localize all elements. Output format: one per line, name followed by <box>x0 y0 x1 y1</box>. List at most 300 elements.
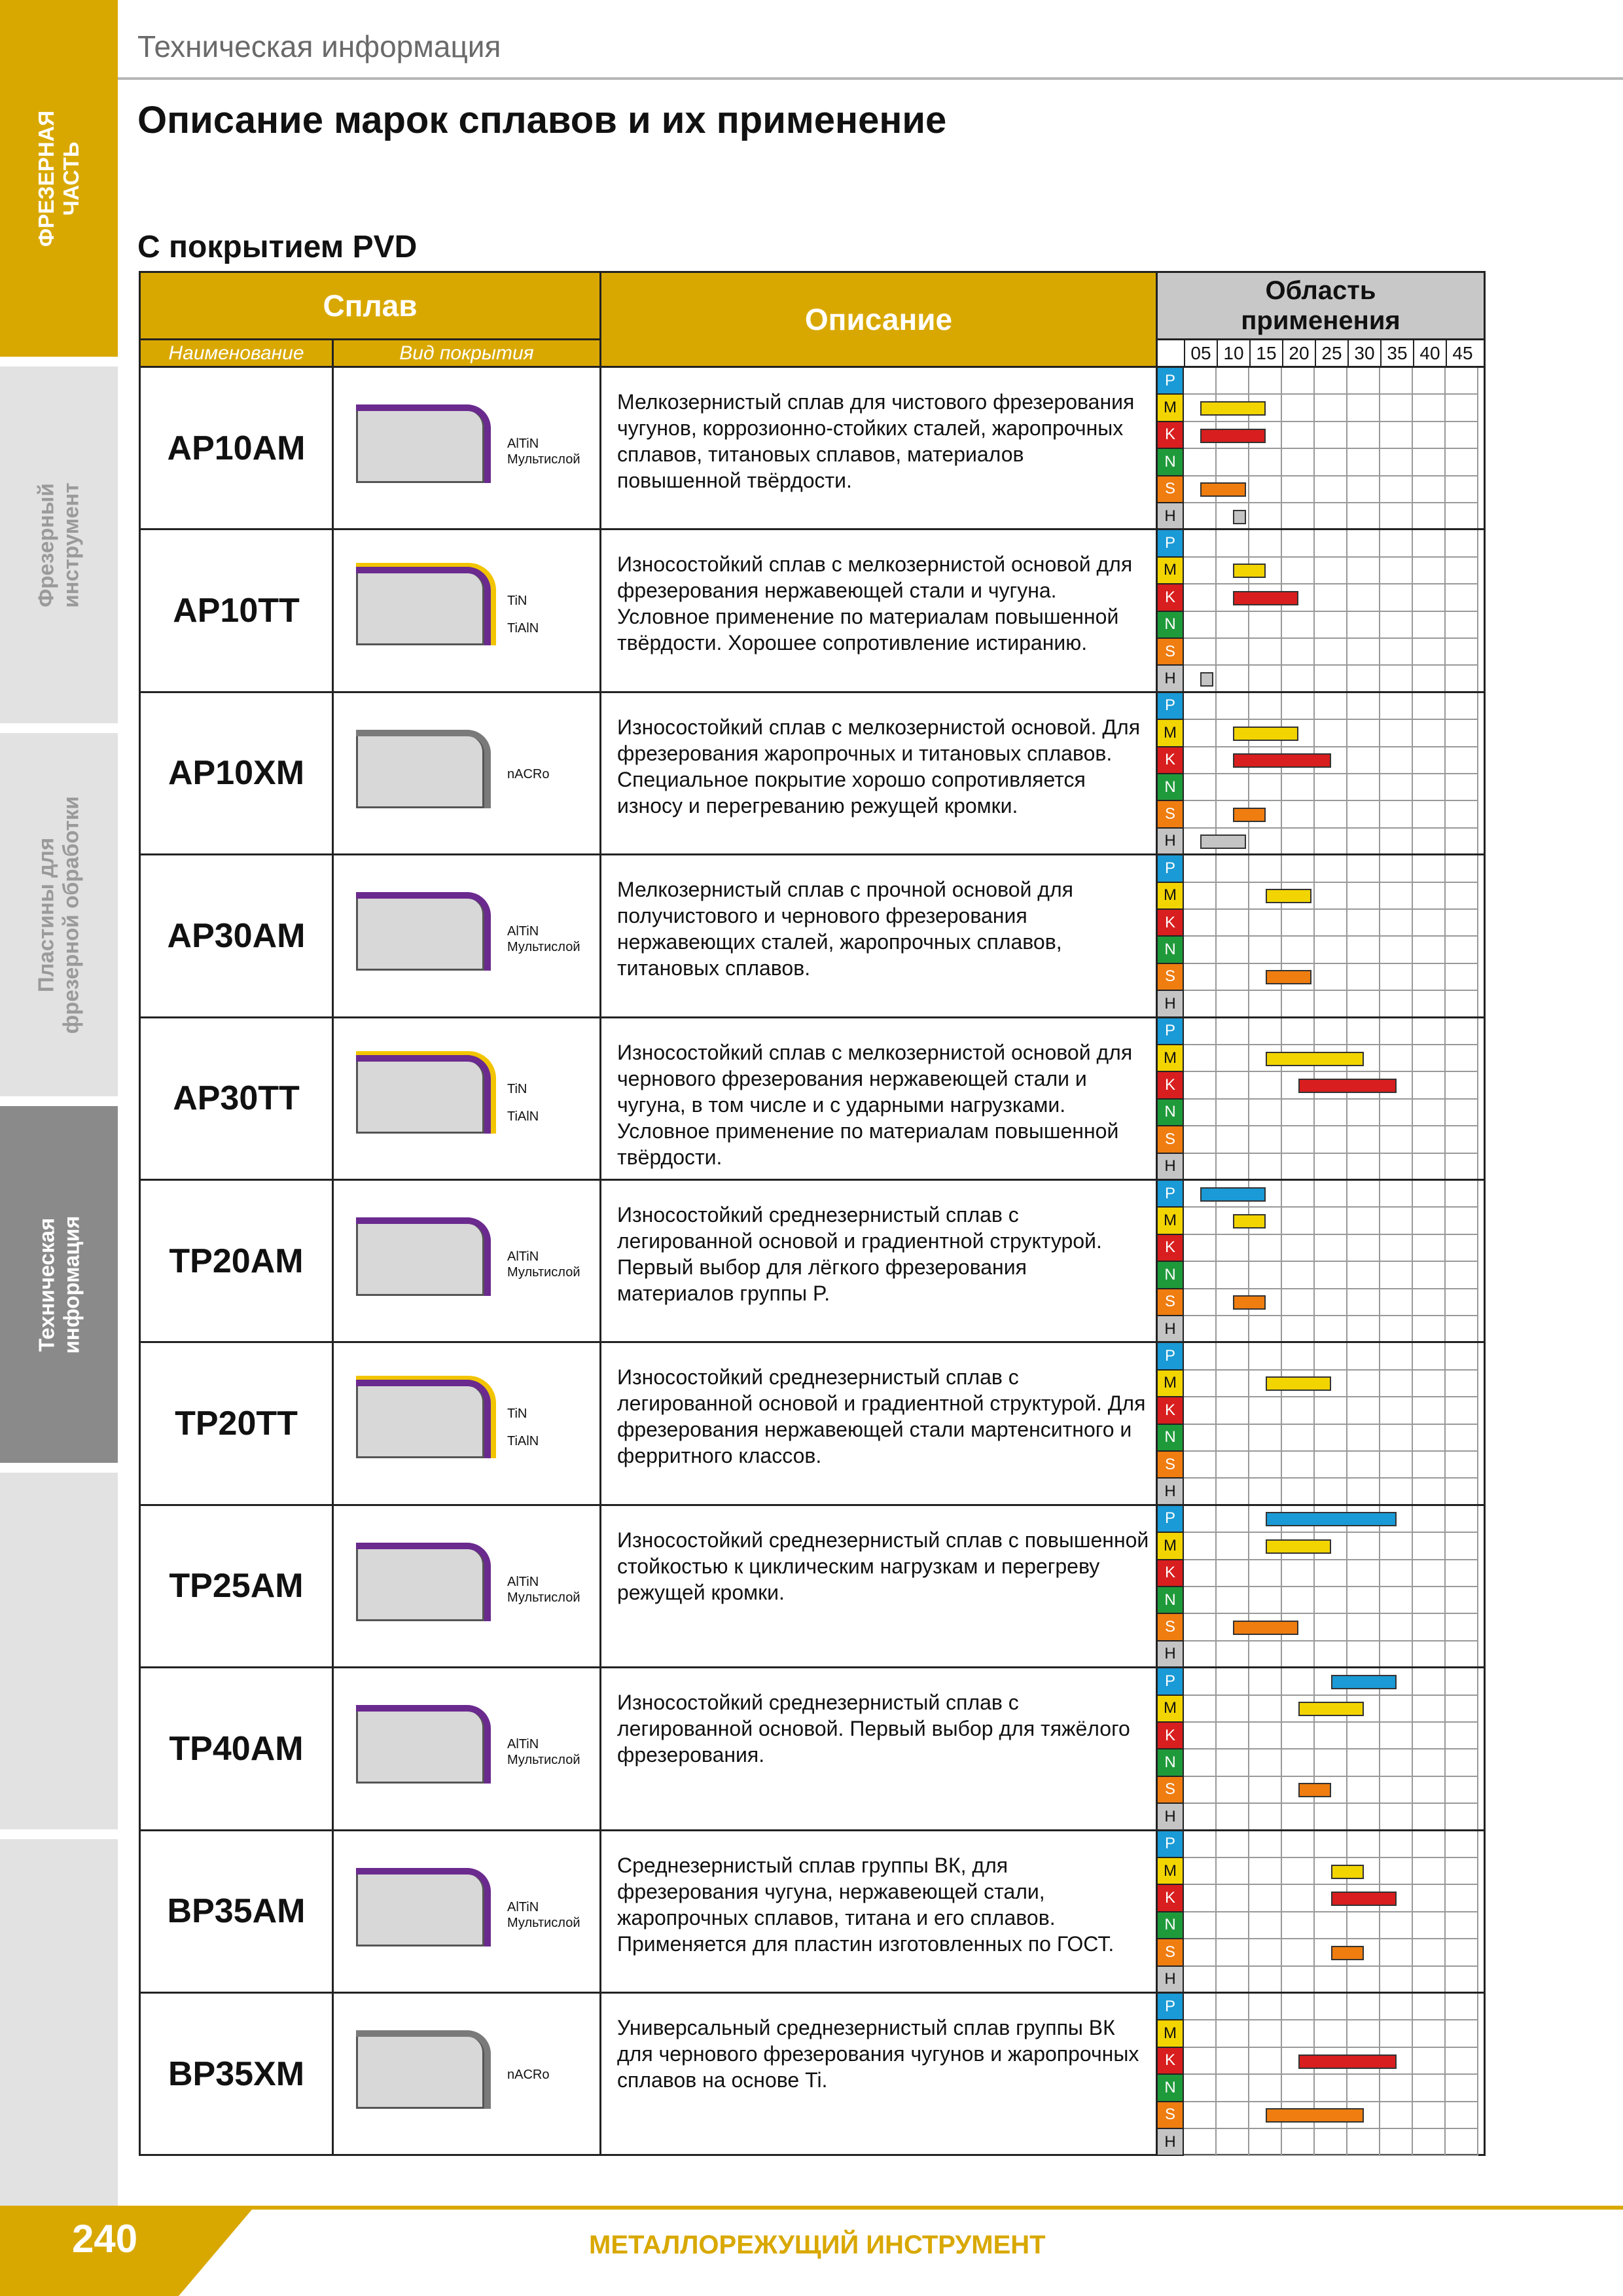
grid-cell <box>1217 639 1249 666</box>
grid-cell <box>1184 1235 1217 1262</box>
grid-cell <box>1315 1208 1347 1234</box>
material-code: M <box>1158 395 1184 422</box>
grid-cell <box>1184 1316 1217 1343</box>
grid-cell <box>1446 2048 1478 2075</box>
grid-cell <box>1249 666 1282 692</box>
coating-label: TiAlN <box>507 621 539 636</box>
grid-cell <box>1217 2129 1249 2156</box>
grid-cell <box>1446 1100 1478 1126</box>
grid-cell <box>1184 530 1217 557</box>
material-code: K <box>1158 584 1184 611</box>
grid-cell <box>1315 1967 1347 1994</box>
grid-cell <box>1315 1912 1347 1939</box>
grid-cell <box>1413 1289 1446 1316</box>
grid-cell <box>1446 1967 1478 1994</box>
coating-cell <box>334 1668 601 1829</box>
material-code: S <box>1158 1614 1184 1641</box>
grid-cell <box>1184 937 1217 963</box>
grid-cell <box>1315 476 1347 503</box>
material-code: K <box>1158 910 1184 937</box>
grid-cell <box>1184 1696 1217 1723</box>
grid-cell <box>1315 666 1347 692</box>
grid-cell <box>1315 1154 1347 1181</box>
grid-cell <box>1184 1479 1217 1505</box>
table-subtitle: С покрытием PVD <box>137 230 418 264</box>
grid-cell <box>1217 2048 1249 2075</box>
grid-cell <box>1315 1614 1347 1641</box>
grid-cell <box>1315 801 1347 828</box>
grid-cell <box>1249 1154 1282 1181</box>
grid-cell <box>1380 666 1413 692</box>
grid-cell <box>1184 639 1217 666</box>
sidebar-tab-1[interactable] <box>0 367 118 723</box>
grid-cell <box>1315 1425 1347 1452</box>
coating-cell <box>334 693 601 853</box>
grid-cell <box>1184 1343 1217 1370</box>
grid-cell <box>1249 2020 1282 2047</box>
grid-cell <box>1282 530 1315 557</box>
grid-cell <box>1446 1749 1478 1776</box>
coating-layer-icon <box>356 1217 491 1296</box>
grid-cell <box>1446 1316 1478 1343</box>
grid-cell <box>1347 530 1380 557</box>
grid-cell <box>1184 1452 1217 1479</box>
grid-cell <box>1413 476 1446 503</box>
grid-cell <box>1347 1316 1380 1343</box>
grid-cell <box>1347 720 1380 747</box>
application-grid <box>1158 855 1484 1016</box>
material-code: S <box>1158 964 1184 991</box>
grid-cell <box>1347 503 1380 530</box>
range-bar-P <box>1331 1675 1397 1689</box>
material-code: P <box>1158 1343 1184 1370</box>
grid-cell <box>1446 530 1478 557</box>
material-code: P <box>1158 855 1184 882</box>
range-bar-M <box>1233 1214 1266 1229</box>
coating-label: Мультислой <box>507 1590 580 1605</box>
coating-layer-icon <box>356 1380 491 1458</box>
grid-cell <box>1315 612 1347 639</box>
page-title: Описание марок сплавов и их применение <box>137 99 947 141</box>
grid-cell <box>1282 395 1315 422</box>
sidebar-tab-3[interactable] <box>0 1106 118 1463</box>
coating-layer-icon <box>356 404 491 483</box>
grid-cell <box>1446 829 1478 855</box>
material-code: M <box>1158 883 1184 910</box>
grid-cell <box>1413 1912 1446 1939</box>
grid-cell <box>1347 1560 1380 1587</box>
grid-cell <box>1249 1587 1282 1614</box>
grid-cell <box>1184 1371 1217 1397</box>
grid-cell <box>1446 964 1478 991</box>
grid-cell <box>1413 801 1446 828</box>
grid-cell <box>1446 1425 1478 1452</box>
coating-label: AlTiN <box>507 1249 539 1264</box>
coating-label: Мультислой <box>507 1915 580 1930</box>
grid-cell <box>1282 1397 1315 1424</box>
grid-cell <box>1446 883 1478 910</box>
grid-cell <box>1315 774 1347 801</box>
scale-tick: 40 <box>1413 340 1446 366</box>
coating-cell <box>334 1831 601 1992</box>
material-code: M <box>1158 720 1184 747</box>
range-bar-P <box>1200 1187 1266 1202</box>
coating-label: TiAlN <box>507 1109 539 1124</box>
grid-cell <box>1413 720 1446 747</box>
alloy-description: Износостойкий среднезернистый сплав с повышенной стойкостью к циклическим нагрузкам и перегреву режущей кромки. <box>601 1506 1158 1666</box>
grid-cell <box>1282 1587 1315 1614</box>
grid-cell <box>1217 1072 1249 1099</box>
material-code: S <box>1158 1777 1184 1804</box>
grid-cell <box>1282 449 1315 476</box>
grid-cell <box>1380 1831 1413 1858</box>
grid-cell <box>1347 1126 1380 1153</box>
grid-cell <box>1380 2020 1413 2047</box>
grid-cell <box>1413 855 1446 882</box>
grid-cell <box>1184 1939 1217 1966</box>
application-grid <box>1158 1831 1484 1992</box>
material-code: N <box>1158 2075 1184 2102</box>
sidebar-tab-0[interactable] <box>0 0 118 357</box>
alloy-description: Мелкозернистый сплав для чистового фрезерования чугунов, коррозионно-стойких сталей, жаропрочных сплавов, титановых сплавов, материалов повышенной твёрдости. <box>601 368 1158 528</box>
grid-cell <box>1282 639 1315 666</box>
grid-cell <box>1282 829 1315 855</box>
grid-cell <box>1282 612 1315 639</box>
grid-cell <box>1380 1126 1413 1153</box>
scale-row <box>1158 338 1484 366</box>
alloy-description: Износостойкий среднезернистый сплав с легированной основой и градиентной структурой. Для фрезерования нержавеющей стали мартенситного и ферритного классов. <box>601 1343 1158 1503</box>
grid-cell <box>1380 1777 1413 1804</box>
grid-cell <box>1413 612 1446 639</box>
coating-label: AlTiN <box>507 437 539 451</box>
grid-cell <box>1217 1723 1249 1749</box>
header-coating: Вид покрытия <box>334 338 601 366</box>
grid-cell <box>1413 774 1446 801</box>
material-code: H <box>1158 829 1184 855</box>
grid-cell <box>1217 1425 1249 1452</box>
range-bar-H <box>1233 510 1246 524</box>
grid-cell <box>1446 1154 1478 1181</box>
grid-cell <box>1282 1939 1315 1966</box>
grid-cell <box>1315 1343 1347 1370</box>
grid-cell <box>1446 1533 1478 1560</box>
grid-cell <box>1184 2129 1217 2156</box>
grid-cell <box>1315 2129 1347 2156</box>
grid-cell <box>1413 1397 1446 1424</box>
grid-cell <box>1184 503 1217 530</box>
grid-cell <box>1184 1749 1217 1776</box>
grid-cell <box>1380 1994 1413 2020</box>
grid-cell <box>1217 1967 1249 1994</box>
alloy-description: Износостойкий сплав с мелкозернистой основой. Для фрезерования жаропрочных и титановых сплавов. Специальное покрытие хорошо сопротивляется износу и перегреванию режущей кромки. <box>601 693 1158 853</box>
range-bar-S <box>1298 1783 1331 1797</box>
grid-cell <box>1446 855 1478 882</box>
grid-cell <box>1217 1858 1249 1885</box>
table-row <box>141 1179 1484 1341</box>
sidebar <box>0 0 118 2296</box>
grid-cell <box>1413 1100 1446 1126</box>
grid-cell <box>1413 1696 1446 1723</box>
grid-cell <box>1446 1262 1478 1289</box>
grid-cell <box>1347 991 1380 1018</box>
grid-cell <box>1315 1289 1347 1316</box>
material-code: P <box>1158 1506 1184 1533</box>
alloy-description: Мелкозернистый сплав с прочной основой для получистового и чернового фрезерования нержавеющих сталей, жаропрочных сплавов, титановых сплавов. <box>601 855 1158 1016</box>
grid-cell <box>1249 1100 1282 1126</box>
grid-cell <box>1217 1262 1249 1289</box>
grid-cell <box>1347 2020 1380 2047</box>
alloy-description: Износостойкий сплав с мелкозернистой основой для чернового фрезерования нержавеющей стали и чугуна, в том числе и с ударными нагрузками. Условное применение по материалам повышенной твёрдости. <box>601 1018 1158 1179</box>
grid-cell <box>1282 801 1315 828</box>
table-row <box>141 366 1484 528</box>
grid-cell <box>1217 1100 1249 1126</box>
material-code: K <box>1158 1235 1184 1262</box>
grid-cell <box>1413 964 1446 991</box>
grid-cell <box>1446 1289 1478 1316</box>
grid-cell <box>1249 774 1282 801</box>
material-code: S <box>1158 1126 1184 1153</box>
grid-cell <box>1347 584 1380 611</box>
grid-cell <box>1217 1777 1249 1804</box>
grid-cell <box>1413 1452 1446 1479</box>
coating-layer-icon <box>356 1055 491 1134</box>
grid-cell <box>1282 1885 1315 1912</box>
grid-cell <box>1413 2129 1446 2156</box>
grid-cell <box>1217 1045 1249 1072</box>
grid-cell <box>1413 1343 1446 1370</box>
material-code: K <box>1158 1885 1184 1912</box>
grid-cell <box>1184 449 1217 476</box>
grid-cell <box>1380 639 1413 666</box>
coating-layer-icon <box>356 2030 491 2109</box>
sidebar-tab-label: Пластины для фрезерной обработки <box>34 795 83 1034</box>
material-code: H <box>1158 1154 1184 1181</box>
grid-cell <box>1413 503 1446 530</box>
grid-cell <box>1249 1749 1282 1776</box>
grid-cell <box>1315 1316 1347 1343</box>
grid-cell <box>1347 829 1380 855</box>
grid-cell <box>1315 1723 1347 1749</box>
grid-cell <box>1413 1181 1446 1208</box>
grid-cell <box>1413 693 1446 720</box>
grid-cell <box>1347 1804 1380 1831</box>
grid-cell <box>1413 883 1446 910</box>
grid-cell <box>1413 1939 1446 1966</box>
material-code: P <box>1158 1668 1184 1695</box>
grid-cell <box>1282 1018 1315 1045</box>
page-number: 240 <box>72 2217 138 2261</box>
range-bar-M <box>1266 1052 1364 1066</box>
grid-cell <box>1217 883 1249 910</box>
grid-cell <box>1446 612 1478 639</box>
grid-cell <box>1446 1831 1478 1858</box>
scale-tick: 25 <box>1315 340 1347 366</box>
grid-cell <box>1282 1208 1315 1234</box>
grid-cell <box>1315 883 1347 910</box>
grid-cell <box>1315 1018 1347 1045</box>
grid-cell <box>1446 1045 1478 1072</box>
grid-cell <box>1380 1912 1413 1939</box>
grid-cell <box>1446 1939 1478 1966</box>
range-bar-S <box>1331 1946 1364 1960</box>
alloy-name: TP20TT <box>141 1343 334 1503</box>
range-bar-M <box>1233 564 1266 578</box>
grid-cell <box>1446 666 1478 692</box>
grid-cell <box>1315 639 1347 666</box>
grid-cell <box>1380 937 1413 963</box>
grid-cell <box>1184 1533 1217 1560</box>
grid-cell <box>1413 1560 1446 1587</box>
grid-cell <box>1282 937 1315 963</box>
sidebar-tab-2[interactable] <box>0 733 118 1096</box>
material-code: S <box>1158 476 1184 503</box>
grid-cell <box>1347 1371 1380 1397</box>
grid-cell <box>1315 1181 1347 1208</box>
grid-cell <box>1217 1994 1249 2020</box>
grid-cell <box>1184 1506 1217 1533</box>
grid-cell <box>1249 449 1282 476</box>
grid-cell <box>1380 1749 1413 1776</box>
grid-cell <box>1347 1749 1380 1776</box>
grid-cell <box>1446 1696 1478 1723</box>
alloy-name: BP35AM <box>141 1831 334 1992</box>
grid-cell <box>1380 1560 1413 1587</box>
grid-cell <box>1184 1885 1217 1912</box>
grid-cell <box>1184 1397 1217 1424</box>
grid-cell <box>1315 584 1347 611</box>
grid-cell <box>1446 1126 1478 1153</box>
coating-layer-icon <box>356 1705 491 1784</box>
grid-cell <box>1282 910 1315 937</box>
grid-cell <box>1217 2102 1249 2129</box>
material-code: H <box>1158 666 1184 692</box>
grid-cell <box>1380 1723 1413 1749</box>
material-code: H <box>1158 503 1184 530</box>
grid-cell <box>1347 855 1380 882</box>
grid-cell <box>1249 2048 1282 2075</box>
grid-cell <box>1184 2020 1217 2047</box>
grid-cell <box>1315 1235 1347 1262</box>
grid-cell <box>1217 368 1249 395</box>
grid-cell <box>1413 1018 1446 1045</box>
grid-cell <box>1347 639 1380 666</box>
range-bar-S <box>1266 970 1311 984</box>
material-code: H <box>1158 1641 1184 1668</box>
grid-cell <box>1446 1614 1478 1641</box>
grid-cell <box>1446 1181 1478 1208</box>
table-row <box>141 691 1484 853</box>
grid-cell <box>1380 422 1413 449</box>
range-bar-K <box>1331 1892 1397 1906</box>
alloy-name: AP30TT <box>141 1018 334 1179</box>
coating-cell <box>334 1181 601 1341</box>
grid-cell <box>1217 1912 1249 1939</box>
material-code: M <box>1158 1533 1184 1560</box>
grid-cell <box>1446 937 1478 963</box>
grid-cell <box>1413 1262 1446 1289</box>
grid-cell <box>1315 910 1347 937</box>
grid-cell <box>1282 1668 1315 1695</box>
sidebar-tab-4[interactable] <box>0 1473 118 1829</box>
grid-cell <box>1347 1181 1380 1208</box>
grid-cell <box>1413 639 1446 666</box>
table-row <box>141 1666 1484 1829</box>
grid-cell <box>1347 1777 1380 1804</box>
grid-cell <box>1446 747 1478 774</box>
grid-cell <box>1315 1641 1347 1668</box>
grid-cell <box>1413 1804 1446 1831</box>
grid-cell <box>1347 801 1380 828</box>
grid-cell <box>1217 449 1249 476</box>
coating-label: Мультислой <box>507 940 580 955</box>
grid-cell <box>1446 991 1478 1018</box>
grid-cell <box>1446 1371 1478 1397</box>
grid-cell <box>1315 855 1347 882</box>
grid-cell <box>1446 1587 1478 1614</box>
grid-cell <box>1413 1072 1446 1099</box>
grid-cell <box>1315 558 1347 584</box>
grid-cell <box>1184 1912 1217 1939</box>
grid-cell <box>1184 1967 1217 1994</box>
grid-cell <box>1347 1831 1380 1858</box>
grid-cell <box>1249 1343 1282 1370</box>
material-code: N <box>1158 449 1184 476</box>
material-code: H <box>1158 1967 1184 1994</box>
grid-cell <box>1217 1587 1249 1614</box>
grid-cell <box>1249 1316 1282 1343</box>
grid-cell <box>1282 1100 1315 1126</box>
table-row <box>141 528 1484 691</box>
grid-cell <box>1413 1425 1446 1452</box>
grid-cell <box>1282 1181 1315 1208</box>
grid-cell <box>1380 883 1413 910</box>
grid-cell <box>1413 2048 1446 2075</box>
grid-cell <box>1413 1316 1446 1343</box>
material-code: N <box>1158 774 1184 801</box>
grid-cell <box>1347 1208 1380 1234</box>
range-bar-S <box>1233 1621 1298 1635</box>
grid-cell <box>1446 1072 1478 1099</box>
alloy-description: Универсальный среднезернистый сплав группы ВК для чернового фрезерования чугунов и жаропрочных сплавов на основе Ti. <box>601 1994 1158 2154</box>
material-code: H <box>1158 1316 1184 1343</box>
material-code: K <box>1158 422 1184 449</box>
grid-cell <box>1184 1045 1217 1072</box>
grid-cell <box>1413 829 1446 855</box>
grid-cell <box>1446 1723 1478 1749</box>
grid-cell <box>1249 1018 1282 1045</box>
header-description: Описание <box>601 273 1158 366</box>
material-code: M <box>1158 1858 1184 1885</box>
grid-cell <box>1446 368 1478 395</box>
grid-cell <box>1217 1018 1249 1045</box>
table-row <box>141 1016 1484 1179</box>
grid-cell <box>1184 1777 1217 1804</box>
range-bar-H <box>1200 834 1246 849</box>
grid-cell <box>1315 1126 1347 1153</box>
grid-cell <box>1380 2075 1413 2102</box>
grid-cell <box>1380 693 1413 720</box>
grid-cell <box>1347 693 1380 720</box>
grid-cell <box>1446 1479 1478 1505</box>
scale-tick: 10 <box>1217 340 1249 366</box>
grid-cell <box>1217 1560 1249 1587</box>
grid-cell <box>1249 937 1282 963</box>
grid-cell <box>1413 1668 1446 1695</box>
grid-cell <box>1446 558 1478 584</box>
grid-cell <box>1184 1994 1217 2020</box>
material-code: N <box>1158 612 1184 639</box>
grid-cell <box>1184 1289 1217 1316</box>
